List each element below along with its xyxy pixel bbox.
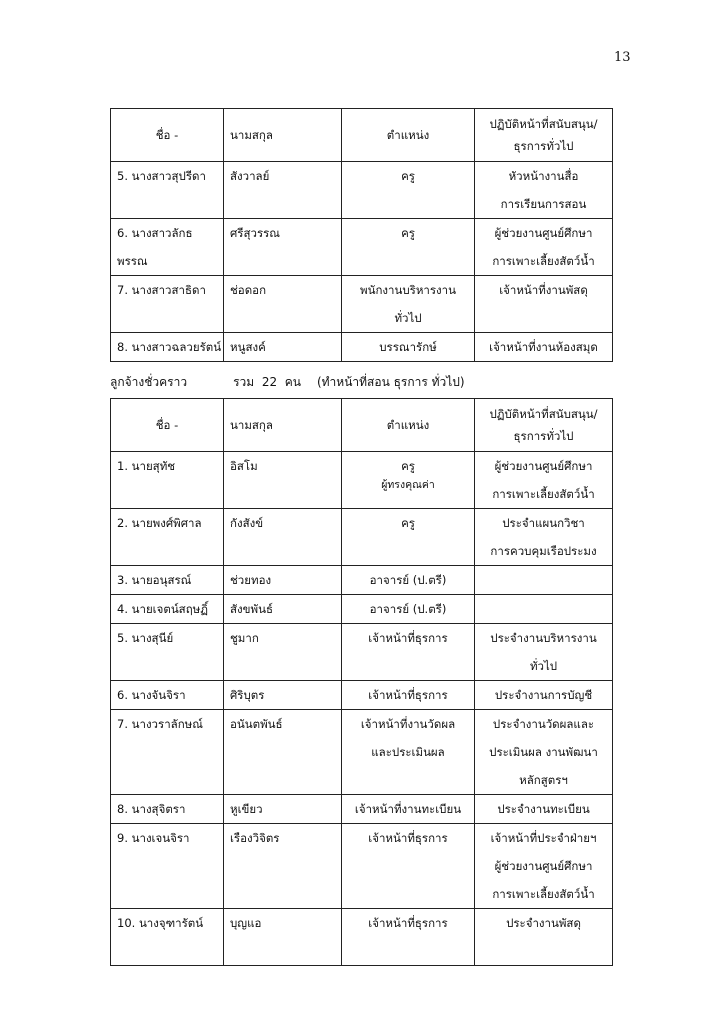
header-duty-line: ธุรการทั่วไป: [513, 139, 574, 153]
cell-surname: หูเขียว: [224, 795, 342, 824]
cell-name: 6. นางสาวลักธพรรณ: [111, 219, 224, 276]
cell-position-line: บรรณารักษ์: [379, 340, 437, 354]
cell-position: [342, 681, 475, 710]
cell-duty: [475, 566, 613, 595]
cell-surname: กังสังข์: [224, 509, 342, 566]
cell-duty: [475, 710, 613, 795]
table-header-row: [111, 109, 613, 162]
cell-duty: [475, 452, 613, 509]
cell-position-line: เจ้าหน้าที่ธุรการ: [368, 631, 448, 645]
cell-name: 7. นางสาวสาธิดา: [111, 276, 224, 333]
header-duty: [475, 109, 613, 162]
cell-duty: [475, 595, 613, 624]
cell-surname: ศรีสุวรรณ: [224, 219, 342, 276]
cell-surname: หนูสงค์: [224, 333, 342, 362]
cell-position: [342, 333, 475, 362]
section-heading-note: (ทำหน้าที่สอน ธุรการ ทั่วไป): [316, 375, 465, 389]
cell-surname: สังวาลย์: [224, 162, 342, 219]
cell-name: 5. นางสาวสุปรีดา: [111, 162, 224, 219]
cell-surname: สังขพันธ์: [224, 595, 342, 624]
header-duty: [475, 399, 613, 452]
table-row: [111, 795, 613, 824]
cell-duty-line: หัวหน้างานสื่อ: [508, 169, 579, 183]
cell-position-line: พนักงานบริหารงาน: [360, 283, 456, 297]
header-position: ตำแหน่ง: [342, 399, 475, 452]
table-row: [111, 452, 613, 509]
table-row: [111, 624, 613, 681]
cell-position: [342, 276, 475, 333]
cell-name: 10. นางจุฑารัตน์: [111, 909, 224, 966]
cell-duty-line: ประจำงานบริหารงาน: [490, 631, 597, 645]
page-number: 13: [614, 50, 631, 65]
cell-name: 2. นายพงศ์พิศาล: [111, 509, 224, 566]
cell-name: 7. นางวราลักษณ์: [111, 710, 224, 795]
table-row: [111, 824, 613, 909]
table-row: [111, 909, 613, 966]
cell-position: [342, 824, 475, 909]
cell-duty-line: การเพาะเลี้ยงสัตว์น้ำ: [492, 887, 595, 901]
cell-surname: ศิริบุตร: [224, 681, 342, 710]
cell-position: [342, 162, 475, 219]
cell-duty-line: ผู้ช่วยงานศูนย์ศึกษา: [494, 459, 593, 473]
cell-name: 8. นางสุจิตรา: [111, 795, 224, 824]
cell-name: 4. นายเจตน์สฤษฏิ์: [111, 595, 224, 624]
cell-name: 1. นายสุทัช: [111, 452, 224, 509]
cell-position-line: เจ้าหน้าที่ธุรการ: [368, 916, 448, 930]
cell-position-line: เจ้าหน้าที่ธุรการ: [368, 831, 448, 845]
cell-duty: [475, 276, 613, 333]
cell-duty-line: การเรียนการสอน: [500, 197, 587, 211]
cell-name: 9. นางเจนจิรา: [111, 824, 224, 909]
cell-surname: ช่อดอก: [224, 276, 342, 333]
cell-blank-line: [475, 937, 612, 965]
header-duty-line: ปฏิบัติหน้าที่สนับสนุน/: [489, 407, 598, 421]
cell-duty: [475, 795, 613, 824]
header-duty-line: ปฏิบัติหน้าที่สนับสนุน/: [489, 117, 598, 131]
table-row: [111, 276, 613, 333]
cell-duty-line: ประจำแผนกวิชา: [502, 516, 585, 530]
cell-position-line: เจ้าหน้าที่งานวัดผล: [360, 717, 456, 731]
cell-position: [342, 509, 475, 566]
cell-duty: [475, 219, 613, 276]
cell-name: 6. นางจันจิรา: [111, 681, 224, 710]
header-position: ตำแหน่ง: [342, 109, 475, 162]
cell-duty-line: ประจำงานวัดผลและ: [492, 717, 595, 731]
cell-duty-line: ทั่วไป: [529, 659, 558, 673]
cell-duty: [475, 681, 613, 710]
table-row: [111, 710, 613, 795]
cell-position-line: ครู: [401, 459, 415, 473]
cell-position-line: อาจารย์ (ป.ตรี): [369, 573, 447, 587]
header-first-name: ชื่อ -: [111, 399, 224, 452]
cell-duty-line: ประเมินผล งานพัฒนา: [489, 745, 598, 759]
cell-duty-line: การเพาะเลี้ยงสัตว์น้ำ: [492, 487, 595, 501]
table-row: [111, 681, 613, 710]
cell-position-subline: ผู้ทรงคุณค่า: [381, 479, 435, 491]
table-row: [111, 162, 613, 219]
cell-position-line: เจ้าหน้าที่งานทะเบียน: [354, 802, 462, 816]
cell-duty-line: เจ้าหน้าที่งานห้องสมุด: [489, 340, 598, 354]
cell-position-line: ครู: [401, 169, 415, 183]
cell-duty: [475, 333, 613, 362]
cell-name: 3. นายอนุสรณ์: [111, 566, 224, 595]
table-row: [111, 509, 613, 566]
cell-position-line: อาจารย์ (ป.ตรี): [369, 602, 447, 616]
cell-duty: [475, 824, 613, 909]
cell-duty-line: ประจำงานทะเบียน: [497, 802, 590, 816]
cell-name: 8. นางสาวฉลวยรัตน์: [111, 333, 224, 362]
staff-table-1: [110, 108, 613, 362]
header-first-name: ชื่อ -: [111, 109, 224, 162]
cell-surname: อนันตพันธ์: [224, 710, 342, 795]
table-row: [111, 333, 613, 362]
cell-position: [342, 595, 475, 624]
table-header-row: [111, 399, 613, 452]
cell-duty-line: ผู้ช่วยงานศูนย์ศึกษา: [494, 859, 593, 873]
header-last-name: นามสกุล: [224, 399, 342, 452]
cell-duty-line: ประจำงานพัสดุ: [506, 916, 581, 930]
staff-table-2: [110, 398, 613, 966]
cell-name: 5. นางสุนีย์: [111, 624, 224, 681]
cell-surname: ชูมาก: [224, 624, 342, 681]
cell-duty: [475, 509, 613, 566]
table-row: [111, 566, 613, 595]
cell-surname: เรืองวิจิตร: [224, 824, 342, 909]
cell-position: [342, 909, 475, 966]
section-heading-temporary-staff: [110, 373, 465, 392]
cell-duty-line: หลักสูตรฯ: [519, 773, 568, 787]
cell-position: [342, 795, 475, 824]
section-heading-label: ลูกจ้างชั่วคราว: [110, 375, 188, 389]
cell-position-line: ครู: [401, 516, 415, 530]
cell-position-line: เจ้าหน้าที่ธุรการ: [368, 688, 448, 702]
table-row: [111, 219, 613, 276]
cell-position-line: ทั่วไป: [394, 311, 422, 325]
cell-duty-line: การควบคุมเรือประมง: [490, 544, 597, 558]
cell-position-line: ครู: [401, 226, 415, 240]
cell-duty: [475, 624, 613, 681]
cell-position: [342, 710, 475, 795]
cell-duty-line: ผู้ช่วยงานศูนย์ศึกษา: [494, 226, 593, 240]
cell-position-line: และประเมินผล: [371, 745, 445, 759]
cell-position: [342, 566, 475, 595]
cell-duty-line: เจ้าหน้าที่ประจำฝ่ายฯ: [490, 831, 597, 845]
cell-surname: บุญแอ: [224, 909, 342, 966]
cell-position: [342, 452, 475, 509]
header-duty-line: ธุรการทั่วไป: [513, 429, 574, 443]
cell-duty-line: เจ้าหน้าที่งานพัสดุ: [499, 283, 588, 297]
cell-duty: [475, 909, 613, 966]
cell-duty-line: การเพาะเลี้ยงสัตว์น้ำ: [492, 254, 595, 268]
cell-position: [342, 219, 475, 276]
section-heading-total: รวม 22 คน: [233, 375, 301, 389]
cell-position: [342, 624, 475, 681]
cell-surname: อิสโม: [224, 452, 342, 509]
cell-duty: [475, 162, 613, 219]
cell-surname: ช่วยทอง: [224, 566, 342, 595]
header-last-name: นามสกุล: [224, 109, 342, 162]
cell-duty-line: ประจำงานการบัญชี: [494, 688, 593, 702]
table-row: [111, 595, 613, 624]
